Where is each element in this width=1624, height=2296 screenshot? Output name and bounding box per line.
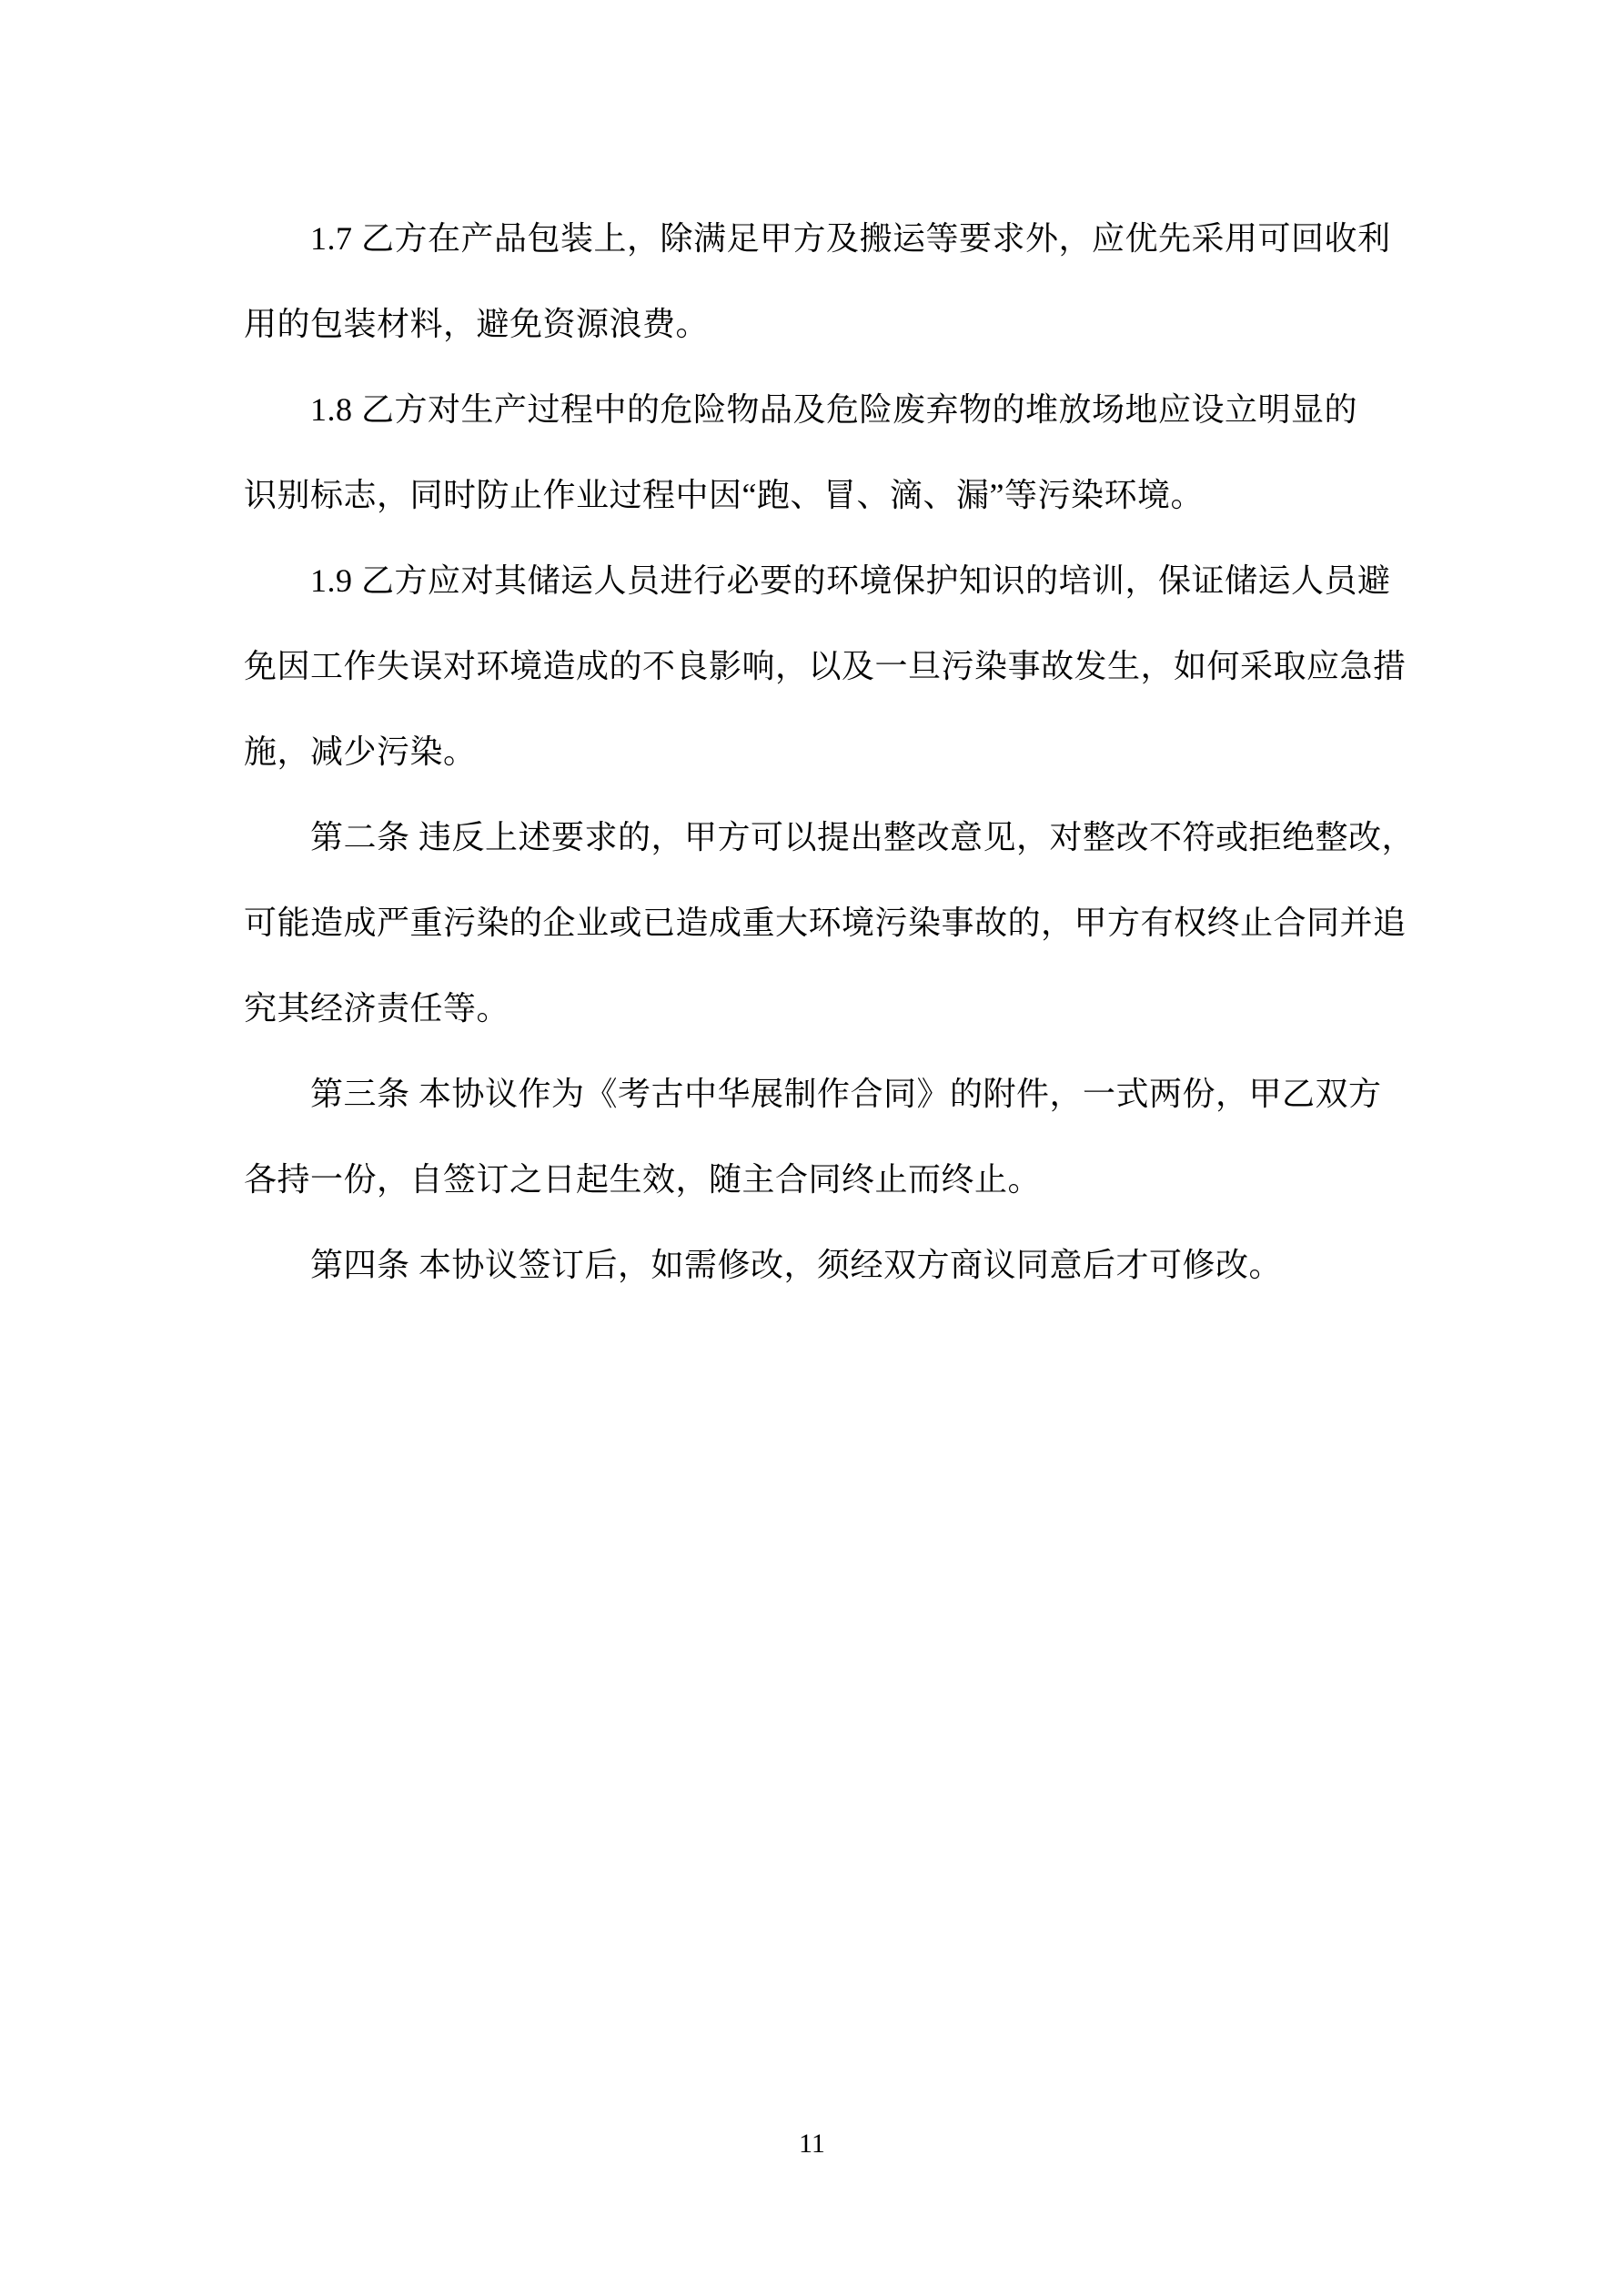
doc-line: 第三条 本协议作为《考古中华展制作合同》的附件，一式两份，甲乙双方 xyxy=(310,1076,1382,1112)
doc-line: 1.9 乙方应对其储运人员进行必要的环境保护知识的培训，保证储运人员避 xyxy=(310,562,1391,599)
doc-line: 1.8 乙方对生产过程中的危险物品及危险废弃物的堆放场地应设立明显的 xyxy=(310,391,1358,428)
doc-line: 用的包装材料，避免资源浪费。 xyxy=(244,306,710,342)
doc-line: 施，减少污染。 xyxy=(244,733,477,770)
doc-line: 究其经济责任等。 xyxy=(244,990,510,1027)
doc-line: 可能造成严重污染的企业或已造成重大环境污染事故的，甲方有权终止合同并追 xyxy=(244,905,1407,941)
doc-line: 识别标志，同时防止作业过程中因“跑、冒、滴、漏”等污染环境。 xyxy=(244,477,1204,513)
doc-line: 1.7 乙方在产品包装上，除满足甲方及搬运等要求外，应优先采用可回收利 xyxy=(310,220,1391,257)
doc-line: 免因工作失误对环境造成的不良影响，以及一旦污染事故发生，如何采取应急措 xyxy=(244,648,1407,684)
doc-line: 第四条 本协议签订后，如需修改，须经双方商议同意后才可修改。 xyxy=(310,1247,1283,1283)
doc-line: 第二条 违反上述要求的，甲方可以提出整改意见，对整改不符或拒绝整改， xyxy=(310,819,1416,855)
doc-line: 各持一份，自签订之日起生效，随主合同终止而终止。 xyxy=(244,1161,1042,1198)
page-number: 11 xyxy=(799,2129,825,2159)
